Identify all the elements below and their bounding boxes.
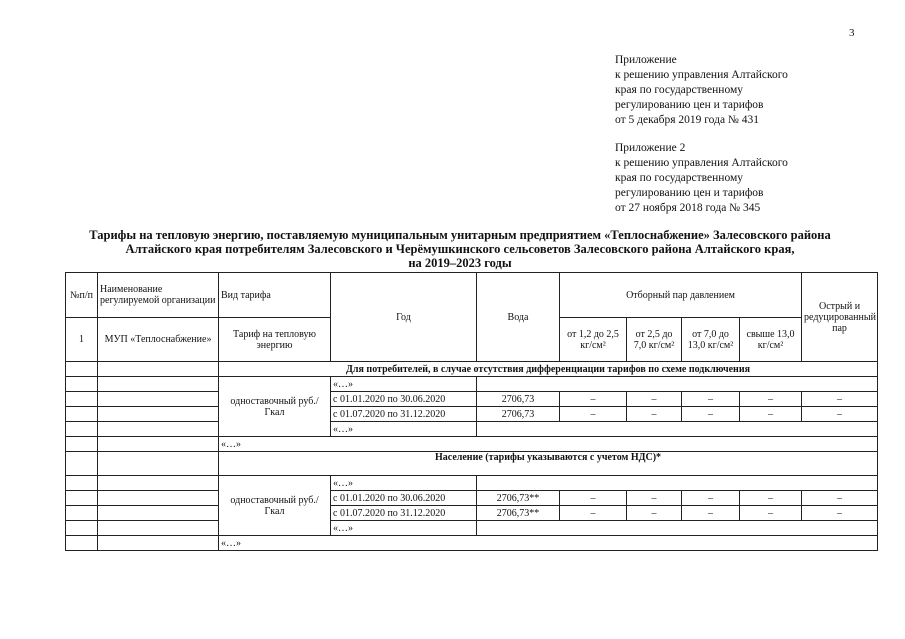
period-cell: с 01.07.2020 по 31.12.2020 [331,506,477,521]
steam-value: – [682,491,740,506]
period-cell: с 01.01.2020 по 30.06.2020 [331,392,477,407]
steam-value: – [627,392,682,407]
steam-value: – [802,392,878,407]
steam-value: – [802,506,878,521]
appendix-2-line: Приложение 2 [615,142,686,154]
header-steam-group: Отборный пар давлением [560,273,802,318]
empty-cell [66,392,98,407]
steam-value: – [627,506,682,521]
steam-value: – [740,491,802,506]
steam-value: – [740,506,802,521]
empty-values [477,422,878,437]
ellipsis-row: «…» [219,536,878,551]
water-value: 2706,73** [477,506,560,521]
steam-value: – [682,506,740,521]
empty-cell [98,491,219,506]
steam-value: – [627,491,682,506]
empty-values [477,476,878,491]
empty-cell [98,362,219,377]
tariff-table [65,272,878,551]
empty-cell [98,437,219,452]
period-cell: «…» [331,476,477,491]
empty-cell [98,392,219,407]
appendix-1-line: края по государственному [615,84,743,96]
steam-value: – [627,407,682,422]
title-line: на 2019–2023 годы [408,256,512,270]
title-line: Тарифы на тепловую энергию, поставляемую муниципальным унитарным предприятием «Теплоснабжение» Залесовского района [89,228,831,242]
period-cell: «…» [331,422,477,437]
appendix-1-line: от 5 декабря 2019 года № 431 [615,114,760,126]
empty-cell [66,452,98,476]
header-sharp-steam: Острый и редуцированный пар [802,273,878,362]
section-heading: Население (тарифы указываются с учетом НДС)* [219,452,878,476]
tariff-name: Тариф на тепловую энергию [219,318,331,362]
document-title [70,228,850,270]
appendix-1-line: к решению управления Алтайского [615,69,788,81]
empty-cell [66,422,98,437]
appendix-2-line: от 27 ноября 2018 года № 345 [615,202,761,214]
empty-cell [98,476,219,491]
organization-name: МУП «Теплоснабжение» [98,318,219,362]
row-number: 1 [66,318,98,362]
empty-cell [98,422,219,437]
header-water: Вода [477,273,560,362]
tariff-label: одноставочный руб./Гкал [219,377,331,437]
page-number: 3 [849,27,855,39]
header-steam-3: от 7,0 до 13,0 кг/см² [682,318,740,362]
empty-values [477,377,878,392]
steam-value: – [802,491,878,506]
steam-value: – [740,392,802,407]
appendix-2-line: края по государственному [615,172,743,184]
tariff-label: одноставочный руб./Гкал [219,476,331,536]
header-steam-2: от 2,5 до 7,0 кг/см² [627,318,682,362]
steam-value: – [560,392,627,407]
water-value: 2706,73** [477,491,560,506]
empty-cell [66,521,98,536]
empty-cell [98,377,219,392]
section-heading: Для потребителей, в случае отсутствия дифференциации тарифов по схеме подключения [219,362,878,377]
appendix-note-2 [615,141,788,216]
steam-value: – [560,506,627,521]
title-line: Алтайского края потребителям Залесовского и Черёмушкинского сельсоветов Залесовского района Алтайского края, [125,242,795,256]
empty-cell [66,407,98,422]
appendix-1-line: Приложение [615,54,677,66]
empty-cell [66,536,98,551]
empty-cell [66,362,98,377]
header-num: №п/п [66,273,98,318]
period-cell: с 01.07.2020 по 31.12.2020 [331,407,477,422]
empty-cell [66,377,98,392]
empty-cell [98,536,219,551]
empty-cell [98,506,219,521]
steam-value: – [802,407,878,422]
steam-value: – [682,392,740,407]
steam-value: – [740,407,802,422]
empty-cell [66,491,98,506]
header-steam-1: от 1,2 до 2,5 кг/см² [560,318,627,362]
empty-cell [98,452,219,476]
appendix-2-line: к решению управления Алтайского [615,157,788,169]
appendix-2-line: регулированию цен и тарифов [615,187,764,199]
empty-cell [98,521,219,536]
water-value: 2706,73 [477,392,560,407]
appendix-note-1 [615,53,788,128]
water-value: 2706,73 [477,407,560,422]
header-organization: Наименование регулируемой организации [98,273,219,318]
ellipsis-row: «…» [219,437,878,452]
period-cell: «…» [331,521,477,536]
steam-value: – [560,407,627,422]
empty-cell [66,437,98,452]
header-steam-4: свыше 13,0 кг/см² [740,318,802,362]
appendix-1-line: регулированию цен и тарифов [615,99,764,111]
steam-value: – [560,491,627,506]
period-cell: «…» [331,377,477,392]
steam-value: – [682,407,740,422]
empty-cell [98,407,219,422]
header-tariff-type: Вид тарифа [219,273,331,318]
empty-cell [66,476,98,491]
empty-cell [66,506,98,521]
empty-values [477,521,878,536]
header-year: Год [331,273,477,362]
period-cell: с 01.01.2020 по 30.06.2020 [331,491,477,506]
